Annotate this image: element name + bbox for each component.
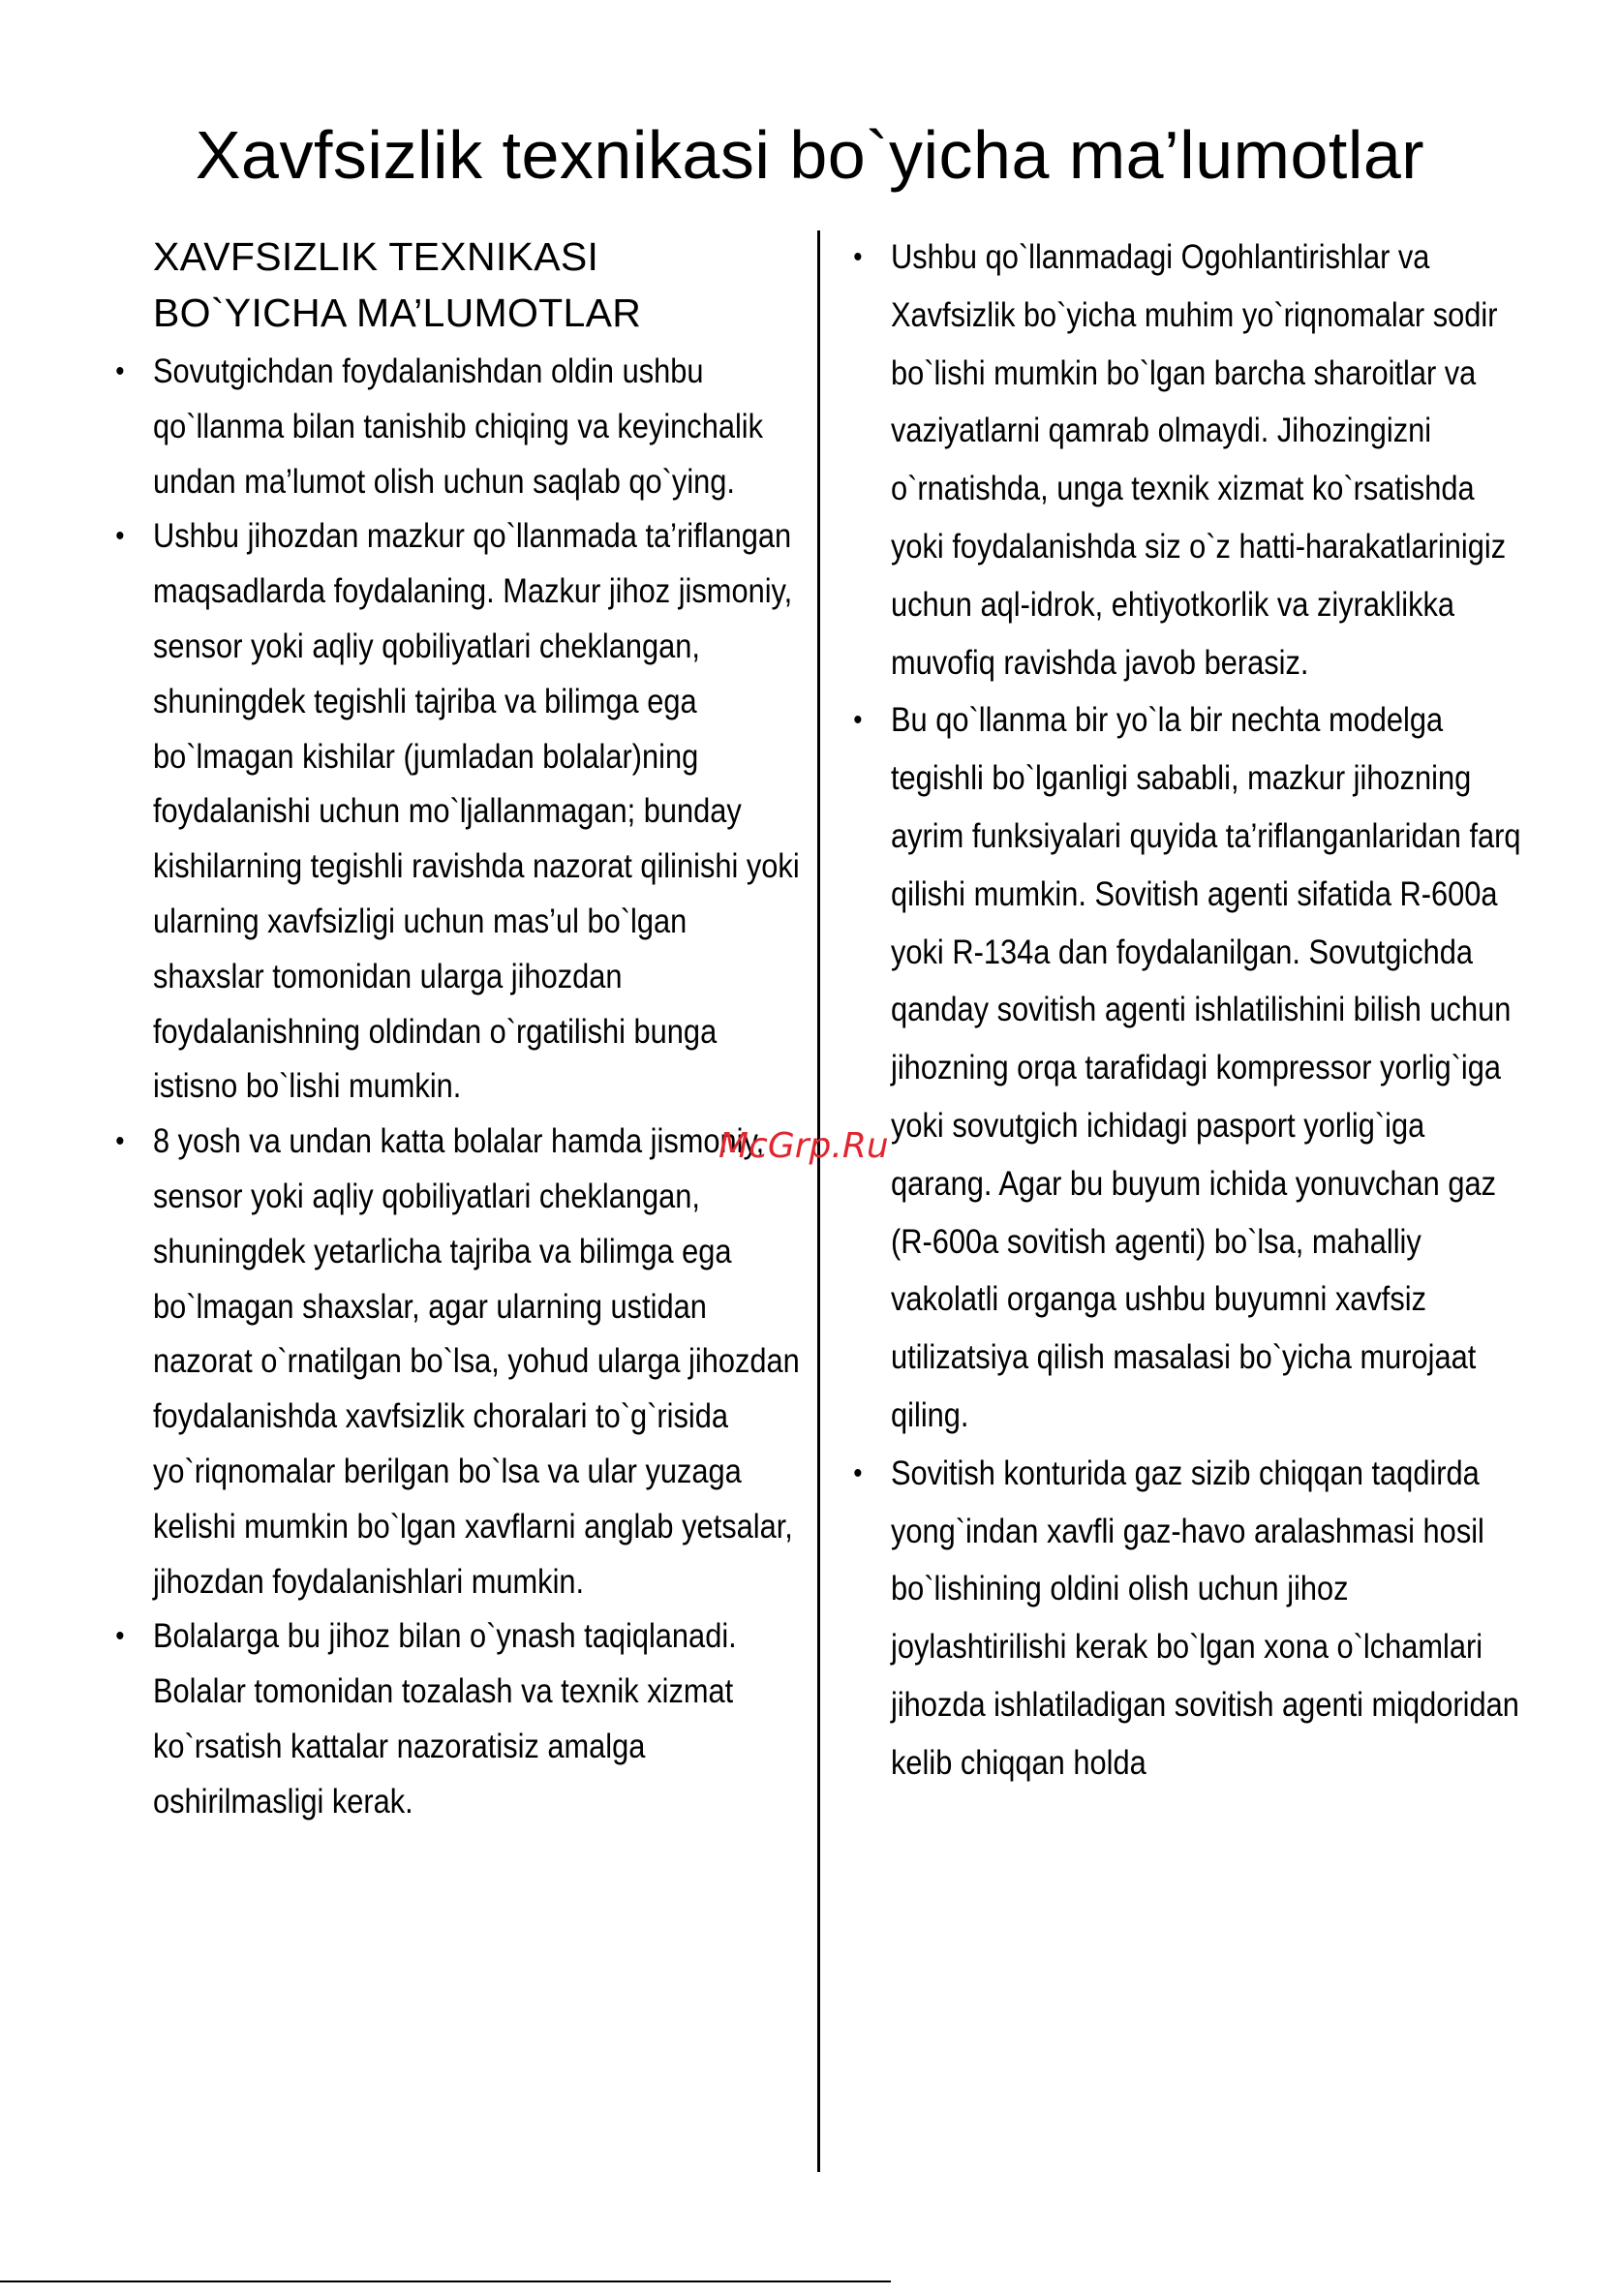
bullet-icon: • (853, 241, 863, 273)
bullet-icon: • (853, 1456, 863, 1489)
section-heading-line2: BO`YICHA MA’LUMOTLAR (153, 291, 642, 335)
list-item-text: Bolalarga bu jihoz bilan o`ynash taqiqlanadi. Bolalar tomonidan tozalash va texnik xizmat ko`rsatish kattalar nazoratisiz amalga oshirilmasligi kerak. (153, 1617, 737, 1821)
bullet-icon: • (115, 355, 125, 387)
bullet-icon: • (115, 520, 125, 553)
list-item (115, 1609, 804, 1829)
bottom-rule (0, 2281, 891, 2282)
list-item (853, 691, 1530, 1444)
column-divider (817, 230, 820, 2172)
list-item (853, 229, 1530, 691)
section-heading (153, 229, 804, 341)
list-item-text: Bu qo`llanma bir yo`la bir nechta modelga tegishli bo`lganligi sababli, mazkur jihozning ayrim funksiyalari quyida ta’riflanganlaridan farq qilishi mumkin. Sovitish agenti sifatida R-600a yoki R-134a dan foydalanilgan. Sovutgichda qanday sovitish agenti ishlatilishini bilish uchun jihozning orqa tarafidagi kompressor yorlig`iga yoki sovutgich ichidagi pasport yorlig`iga qarang. Agar bu buyum ichida yonuvchan gaz (R-600a sovitish agenti) bo`lsa, mahalliy vakolatli organga ushbu buyumni xavfsiz utilizatsiya qilish masalasi bo`yicha murojaat qiling. (891, 701, 1521, 1434)
list-item-text: 8 yosh va undan katta bolalar hamda jismoniy, sensor yoki aqliy qobiliyatlari cheklangan, shuningdek yetarlicha tajriba va bilimga ega bo`lmagan shaxslar, agar ularning ustidan nazorat o`rnatilgan bo`lsa, yohud ularga jihozdan foydalanishda xavfsizlik choralari to`g`risida yo`riqnomalar berilgan bo`lsa va ular yuzaga kelishi mumkin bo`lgan xavflarni anglab yetsalar, jihozdan foydalanishlari mumkin. (153, 1122, 800, 1601)
right-bullet-list (853, 229, 1530, 1792)
list-item-text: Ushbu jihozdan mazkur qo`llanmada ta’riflangan maqsadlarda foydalaning. Mazkur jihoz jismoniy, sensor yoki aqliy qobiliyatlari cheklangan, shuningdek tegishli tajriba va bilimga ega bo`lmagan kishilar (jumladan bolalar)ning foydalanishi uchun mo`ljallanmagan; bunday kishilarning tegishli ravishda nazorat qilinishi yoki ularning xavfsizligi uchun mas’ul bo`lgan shaxslar tomonidan ularga jihozdan foydalanishning oldindan o`rgatilishi bunga istisno bo`lishi mumkin. (153, 517, 800, 1106)
bullet-icon: • (853, 704, 863, 737)
left-column (115, 229, 804, 1830)
page-title: Xavfsizlik texnikasi bo`yicha ma’lumotlar (195, 117, 1425, 193)
list-item (115, 1115, 804, 1609)
list-item (853, 1445, 1530, 1792)
bullet-icon: • (115, 1620, 125, 1653)
list-item-text: Ushbu qo`llanmadagi Ogohlantirishlar va Xavfsizlik bo`yicha muhim yo`riqnomalar sodir bo`lishi mumkin bo`lgan barcha sharoitlar va vaziyatlarni qamrab olmaydi. Jihozingizni o`rnatishda, unga texnik xizmat ko`rsatishda yoki foydalanishda siz o`z hatti-harakatlarinigiz uchun aql-idrok, ehtiyotkorlik va ziyraklikka muvofiq ravishda javob berasiz. (891, 238, 1507, 682)
watermark: McGrp.Ru (718, 1126, 889, 1166)
list-item-text: Sovitish konturida gaz sizib chiqqan taqdirda yong`indan xavfli gaz-havo aralashmasi hosil bo`lishining oldini olish uchun jihoz joylashtirilishi kerak bo`lgan xona o`lchamlari jihozda ishlatiladigan sovitish agenti miqdoridan kelib chiqqan holda (891, 1454, 1519, 1782)
section-heading-line1: XAVFSIZLIK TEXNIKASI (153, 234, 599, 279)
left-bullet-list (115, 345, 804, 1830)
list-item-text: Sovutgichdan foydalanishdan oldin ushbu qo`llanma bilan tanishib chiqing va keyinchalik undan ma’lumot olish uchun saqlab qo`ying. (153, 352, 764, 501)
bullet-icon: • (115, 1125, 125, 1158)
list-item (115, 345, 804, 509)
right-column (853, 229, 1530, 1792)
list-item (115, 509, 804, 1115)
